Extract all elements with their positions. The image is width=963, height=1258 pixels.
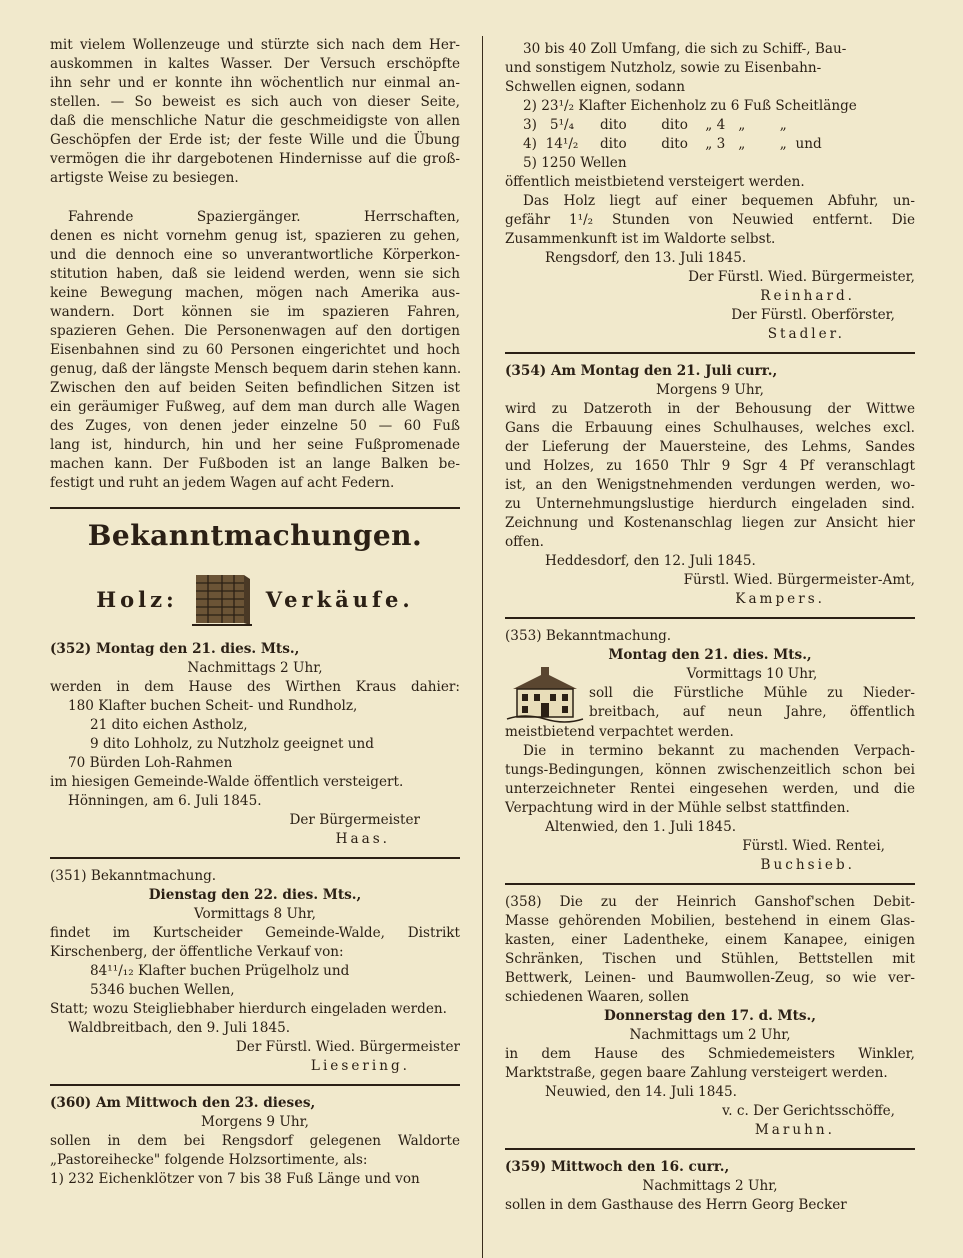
spaziergaenger-article [50,208,460,493]
holz-label: Holz: [96,586,178,612]
text-line: zu Unternehmungslustige hierdurch eingeladen sind. [505,496,915,512]
notice-time: Nachmittags 2 Uhr, [187,660,323,676]
notice-header: (354) Am Montag den 21. Juli curr., [505,363,778,379]
signature-name: Kampers. [735,591,825,607]
signature-title: v. c. Der Gerichtsschöffe, [722,1103,895,1119]
text-line: keine Bewegung machen, mögen nach Amerika aus- [50,285,460,301]
text-line: offen. [505,534,544,550]
notice-rule [505,617,915,619]
text-line: und die dennoch eine so unverantwortliche Körperkon- [50,247,460,263]
left-column [50,36,460,1189]
notice-date: Dienstag den 22. dies. Mts., [148,887,362,903]
text-line: stitution haben, daß sie leidend werden, wenn sie sich [50,266,460,282]
signature-title: Fürstl. Wied. Rentei, [742,838,885,854]
text-line: „Pastoreihecke" folgende Holzsortimente, als: [50,1152,368,1168]
text-line: öffentlich meistbietend versteigert werden. [505,174,805,190]
text-line: tungs-Bedingungen, können zwischenzeitlich schon bei [505,762,915,778]
notice-header: (360) Am Mittwoch den 23. dieses, [50,1095,316,1111]
text-line: des Zuges, von denen jeder einzelne 50 — 60 Fuß [50,418,460,434]
right-column [505,40,915,1215]
text-line: kasten, einer Ladentheke, einem Kanapee, einigen [505,932,915,948]
text-line: machen kann. Der Fußboden ist an lange Balken be- [50,456,460,472]
notice-360-continued [505,40,915,344]
signature-name: Maruhn. [754,1122,835,1138]
notice-rule [505,1148,915,1150]
dateline: Altenwied, den 1. Juli 1845. [545,819,737,835]
text-line: findet im Kurtscheider Gemeinde-Walde, Distrikt [50,925,460,941]
text-line: und sonstigem Nutzholz, sowie zu Eisenbahn- [505,60,822,76]
notice-351 [50,867,460,1076]
notice-time: Morgens 9 Uhr, [656,382,764,398]
notice-360 [50,1094,460,1189]
signature-title: Der Bürgermeister [289,812,420,828]
text-line: unterzeichneter Rentei eingesehen werden, und die [505,781,915,797]
notice-date: Donnerstag den 17. d. Mts., [604,1008,816,1024]
mill-notice-body [505,665,915,723]
section-heading: Bekanntmachungen. [87,519,423,552]
text-line: schiedenen Waaren, sollen [505,989,689,1005]
text-line: wird zu Datzeroth in der Behousung der Wittwe [505,401,915,417]
dateline: Heddesdorf, den 12. Juli 1845. [545,553,756,569]
notice-time: Nachmittags 2 Uhr, [642,1178,778,1194]
text-line: Verpachtung wird in der Mühle selbst stattfinden. [505,800,850,816]
text-line: 5) 1250 Wellen [523,155,627,171]
text-line: breitbach, auf neun Jahre, öffentlich [589,704,915,720]
section-rule [50,507,460,509]
text-line: soll die Fürstliche Mühle zu Nieder- [589,685,915,701]
woodpile-icon [192,569,252,629]
notice-header: (358) Die zu der Heinrich Ganshof'schen Debit- [505,894,915,910]
column-divider [482,36,483,1258]
notice-header: (351) Bekanntmachung. [50,868,217,884]
text-line: Zusammenkunft ist im Waldorte selbst. [505,231,776,247]
text-line: 70 Bürden Loh-Rahmen [68,755,233,771]
text-line: und Holzes, zu 1650 Thlr 9 Sgr 4 Pf veranschlagt [505,458,915,474]
text-line: Gans die Erbauung eines Schulhauses, welches excl. [505,420,915,436]
notice-time: Nachmittags um 2 Uhr, [629,1027,791,1043]
text-line: lang ist, hindurch, hin und her seine Fußpromenade [50,437,460,453]
signature-name: Liesering. [310,1058,410,1074]
text-line: 180 Klafter buchen Scheit- und Rundholz, [68,698,358,714]
text-line: 84¹¹/₁₂ Klafter buchen Prügelholz und [90,963,350,979]
dateline: Waldbreitbach, den 9. Juli 1845. [68,1020,291,1036]
signature-title: Der Fürstl. Wied. Bürgermeister, [688,269,915,285]
text-line: in dem Hause des Schmiedemeisters Winkler, [505,1046,915,1062]
text-line: ihn sehr und er konnte ihn wöchentlich nur einmal an- [50,75,460,91]
notice-header: (352) Montag den 21. dies. Mts., [50,641,300,657]
text-line: sollen in dem Gasthause des Herrn Georg Becker [505,1197,847,1213]
text-line: Die in termino bekannt zu machenden Verpach- [523,743,915,759]
text-line: Bettwerk, Leinen- und Baumwollen-Zeug, so wie ver- [505,970,915,986]
text-line: mit vielem Wollenzeuge und stürzte sich nach dem Her- [50,37,460,53]
text-line: wandern. Dort können sie im spazieren Fahren, [50,304,460,320]
notice-time: Morgens 9 Uhr, [201,1114,309,1130]
verkaeufe-label: Verkäufe. [265,586,414,612]
text-line: der Lieferung der Mauersteine, des Lehms, Sandes [505,439,915,455]
text-line: daß die menschliche Natur die geschmeidigste von allen [50,113,460,129]
signature-title: Fürstl. Wied. Bürgermeister-Amt, [683,572,915,588]
text-line: Geschöpfen der Erde ist; der feste Wille und die Übung [50,132,460,148]
notice-time: Vormittags 8 Uhr, [193,906,317,922]
text-line: 2) 23¹/₂ Klafter Eichenholz zu 6 Fuß Scheitlänge [523,98,857,114]
intro-paragraph [50,36,460,188]
text-line: 4) 14¹/₂ dito dito „ 3 „ „ und [523,136,822,152]
dateline: Hönningen, am 6. Juli 1845. [68,793,262,809]
mill-building-icon [505,665,585,723]
notice-rule [505,352,915,354]
signature-name: Buchsieb. [760,857,855,873]
text-line: sollen in dem bei Rengsdorf gelegenen Waldorte [50,1133,460,1149]
text-line: Zeichnung und Kostenanschlag liegen zur Ansicht hier [505,515,915,531]
text-line: Schwellen eignen, sodann [505,79,685,95]
text-line: festigt und ruht an jedem Wagen auf acht Federn. [50,475,395,491]
text-line: Masse gehörenden Mobilien, bestehend in einem Glas- [505,913,915,929]
text-line: 5346 buchen Wellen, [90,982,235,998]
text-line: meistbietend verpachtet werden. [505,724,734,740]
text-line: Zwischen den auf beiden Seiten befindlichen Sitzen ist [50,380,460,396]
text-line: genug, daß der längste Mensch bequem darin stehen kann. [50,361,462,377]
text-line: 30 bis 40 Zoll Umfang, die sich zu Schiff-, Bau- [523,41,847,57]
notice-359 [505,1158,915,1215]
notice-358 [505,893,915,1140]
text-line: spazieren Gehen. Die Personenwagen auf den dortigen [50,323,460,339]
notice-time: Vormittags 10 Uhr, [686,666,818,682]
text-line: artigste Weise zu besiegen. [50,170,239,186]
text-line: Das Holz liegt auf einer bequemen Abfuhr, un- [523,193,915,209]
signature-name: Reinhard. [760,288,855,304]
signature-title: Der Fürstl. Wied. Bürgermeister [235,1039,460,1055]
notice-rule [50,1084,460,1086]
text-line: 3) 5¹/₄ dito dito „ 4 „ „ [523,117,787,133]
text-line: ein geräumiger Fußweg, auf dem man durch alle Wagen [50,399,460,415]
text-line: Statt; wozu Steigliebhaber hierdurch eingeladen werden. [50,1001,447,1017]
holz-verkaeufe-banner [50,558,460,640]
text-line: ist, an den Wenigstnehmenden verdungen werden, wo- [505,477,915,493]
notice-rule [505,883,915,885]
notice-352 [50,640,460,849]
notice-rule [50,857,460,859]
text-line: stellen. — So beweist es sich auch von dieser Seite, [50,94,460,110]
mill-notice-text [589,665,915,723]
notice-354 [505,362,915,609]
notice-header: (353) Bekanntmachung. [505,628,672,644]
text-line: Kirschenberg, der öffentliche Verkauf von: [50,944,344,960]
dateline: Neuwied, den 14. Juli 1845. [545,1084,737,1100]
text-line: im hiesigen Gemeinde-Walde öffentlich versteigert. [50,774,404,790]
text-line: Schränken, Tischen und Stühlen, Bettstellen mit [505,951,915,967]
signature-title: Der Fürstl. Oberförster, [731,307,895,323]
notice-header: (359) Mittwoch den 16. curr., [505,1159,730,1175]
text-line: 9 dito Lohholz, zu Nutzholz geeignet und [90,736,374,752]
text-line: denen es nicht vornehm genug ist, spazieren zu gehen, [50,228,460,244]
dateline: Rengsdorf, den 13. Juli 1845. [545,250,747,266]
text-line: 1) 232 Eichenklötzer von 7 bis 38 Fuß Länge und von [50,1171,420,1187]
text-line: auskommen in kaltes Wasser. Der Versuch erschöpfte [50,56,460,72]
text-line: Eisenbahnen sind zu 60 Personen eingerichtet und hoch [50,342,460,358]
text-line: Marktstraße, gegen baare Zahlung versteigert werden. [505,1065,888,1081]
text-line: 21 dito eichen Astholz, [90,717,248,733]
text-line: vermögen die ihr dargebotenen Hindernisse auf die groß- [50,151,460,167]
text-line: werden in dem Hause des Wirthen Kraus dahier: [50,679,460,695]
text-line: gefähr 1¹/₂ Stunden von Neuwied entfernt. Die [505,212,915,228]
notice-date: Montag den 21. dies. Mts., [608,647,812,663]
signature-name: Haas. [335,831,390,847]
signature-name: Stadler. [767,326,845,342]
article-title-line: Fahrende Spaziergänger. Herrschaften, [68,209,460,225]
notice-353 [505,627,915,875]
